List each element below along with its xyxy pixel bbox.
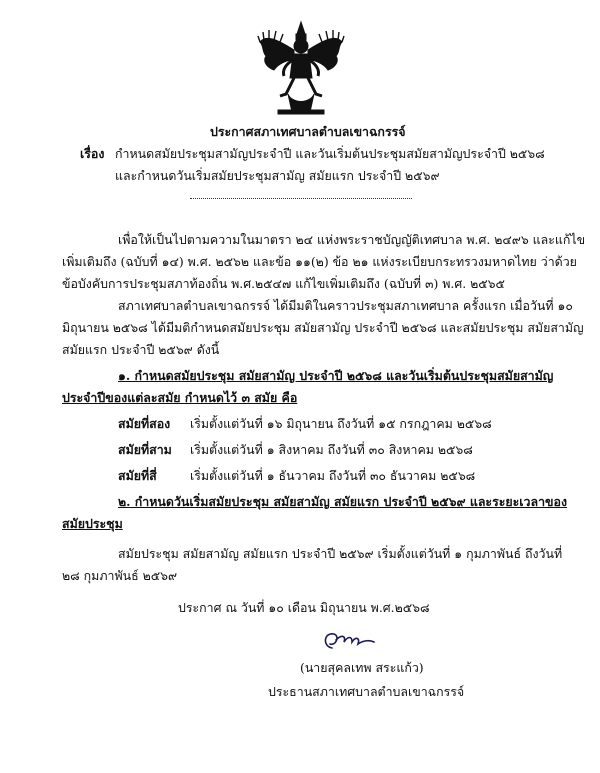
- announcement-date: ประกาศ ณ วันที่ ๑๐ เดือน มิถุนายน พ.ศ.๒๕๖๘: [178, 600, 430, 615]
- session-dates: เริ่มตั้งแต่วันที่ ๑๖ มิถุนายน ถึงวันที่ ๑๕ กรกฎาคม ๒๕๖๘: [190, 416, 492, 431]
- section2-heading-line-2: สมัยประชุม: [62, 516, 123, 531]
- signer-title: ประธานสภาเทศบาลตำบลเขาฉกรรจ์: [268, 684, 465, 699]
- session-name: สมัยที่สาม: [118, 442, 172, 457]
- para1-line-2: เพิ่มเติมถึง (ฉบับที่ ๑๔) พ.ศ. ๒๕๖๒ และข้อ ๑๑(๒) ข้อ ๒๑ แห่งระเบียบกระทรวงมหาดไทย ว่าด้วย: [62, 254, 577, 269]
- subject-label: เรื่อง: [80, 146, 105, 161]
- section2-heading-line-1: ๒. กำหนดวันเริ่มสมัยประชุม สมัยสามัญ สมัยแรก ประจำปี ๒๕๖๙ และระยะเวลาของ: [118, 494, 568, 509]
- separator-dotted-line: [190, 198, 412, 199]
- session-dates: เริ่มตั้งแต่วันที่ ๑ สิงหาคม ถึงวันที่ ๓๐ สิงหาคม ๒๕๖๘: [190, 442, 473, 457]
- subject-line-2: และกำหนดวันเริ่มสมัยประชุมสามัญ สมัยแรก ประจำปี ๒๕๖๙: [115, 168, 440, 183]
- announcement-title: ประกาศสภาเทศบาลตำบลเขาฉกรรจ์: [210, 124, 406, 139]
- subject-line-1: กำหนดสมัยประชุมสามัญประจำปี และวันเริ่มต้นประชุมสมัยสามัญประจำปี ๒๕๖๘: [115, 146, 545, 161]
- signer-name: (นายสุคลเทพ สระแก้ว): [300, 660, 424, 675]
- section2-body-line-1: สมัยประชุม สมัยสามัญ สมัยแรก ประจำปี ๒๕๖๙ เริ่มตั้งแต่วันที่ ๑ กุมภาพันธ์ ถึงวันที่: [118, 546, 563, 561]
- section2-body-line-2: ๒๘ กุมภาพันธ์ ๒๕๖๙: [62, 568, 178, 583]
- para2-line-2: มิถุนายน ๒๕๖๘ ได้มีมติกำหนดสมัยประชุม สมัยสามัญ ประจำปี ๒๕๖๘ และสมัยประชุม สมัยสามัญ: [62, 320, 584, 335]
- section1-heading-line-1: ๑. กำหนดสมัยประชุม สมัยสามัญ ประจำปี ๒๕๖๘ และวันเริ่มต้นประชุมสมัยสามัญ: [118, 368, 554, 383]
- para2-line-1: สภาเทศบาลตำบลเขาฉกรรจ์ ได้มีมติในคราวประชุมสภาเทศบาล ครั้งแรก เมื่อวันที่ ๑๐: [118, 298, 573, 313]
- session-name: สมัยที่สอง: [118, 416, 171, 431]
- para1-line-3: ข้อบังคับการประชุมสภาท้องถิ่น พ.ศ.๒๕๔๗ แก้ไขเพิ่มเติมถึง (ฉบับที่ ๓) พ.ศ. ๒๕๖๕: [62, 276, 505, 291]
- para1-line-1: เพื่อให้เป็นไปตามความในมาตรา ๒๔ แห่งพระราชบัญญัติเทศบาล พ.ศ. ๒๔๙๖ และแก้ไข: [118, 232, 586, 247]
- session-name: สมัยที่สี่: [118, 468, 157, 483]
- para2-line-3: สมัยแรก ประจำปี ๒๕๖๙ ดังนี้: [62, 342, 220, 357]
- signature-image: [318, 628, 378, 654]
- garuda-emblem-icon: [256, 20, 346, 116]
- section1-heading-line-2: ประจำปีของแต่ละสมัย กำหนดไว้ ๓ สมัย คือ: [62, 390, 298, 405]
- session-dates: เริ่มตั้งแต่วันที่ ๑ ธันวาคม ถึงวันที่ ๓๐ ธันวาคม ๒๕๖๘: [190, 468, 476, 483]
